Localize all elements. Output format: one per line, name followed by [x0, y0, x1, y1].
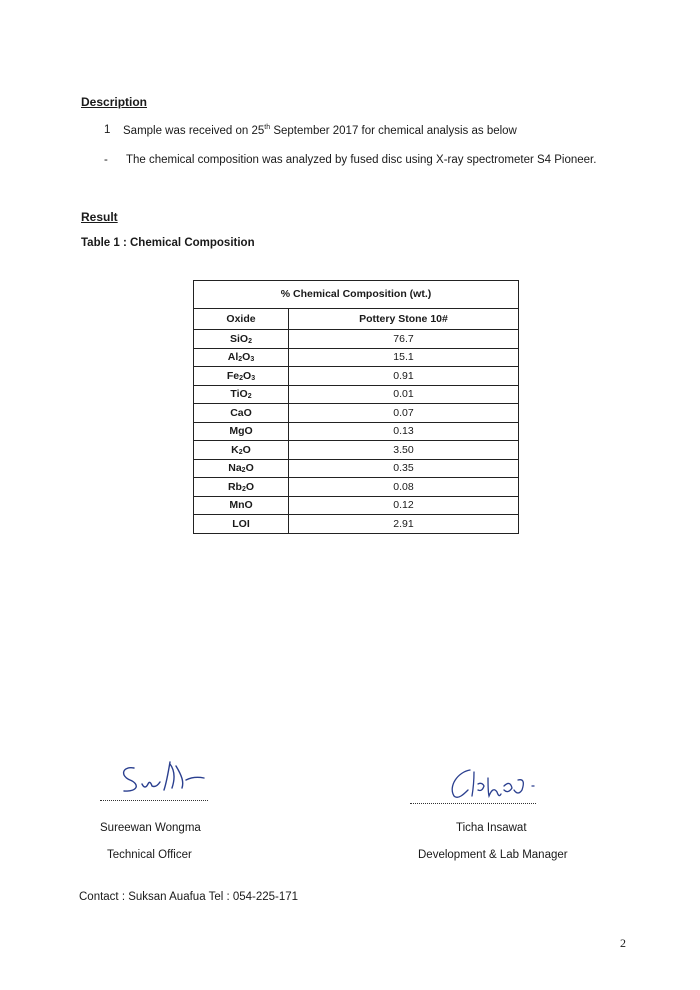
item-number: 1: [104, 124, 111, 136]
signature-line-left: [100, 800, 208, 801]
signature-right-image: [440, 764, 550, 804]
value-cell: 0.01: [289, 385, 519, 404]
table-row: [194, 515, 518, 533]
value-cell: 0.08: [289, 478, 519, 497]
table-header-row: [194, 309, 518, 330]
oxide-cell: CaO: [194, 404, 289, 423]
oxide-cell: TiO$_2$: [194, 385, 289, 404]
oxide-cell: $Fe_2O_3$: [194, 367, 289, 386]
right-signatory-title: Development & Lab Manager: [418, 849, 568, 861]
table-row: [194, 330, 518, 349]
table-row: [194, 459, 518, 478]
value-cell: 0.91: [289, 367, 519, 386]
chemical-composition-table: [193, 280, 519, 534]
value-cell: 0.12: [289, 496, 519, 515]
signature-line-right: [410, 803, 536, 804]
oxide-cell: $Na_2O$: [194, 459, 289, 478]
value-cell: 76.7: [289, 330, 519, 349]
table-row: [194, 441, 518, 460]
oxide-column-header: Oxide: [194, 309, 289, 330]
signature-left-image: [112, 758, 222, 798]
left-signatory-title: Technical Officer: [107, 849, 192, 861]
value-cell: 3.50: [289, 441, 519, 460]
table-row: [194, 348, 518, 367]
table-row: [194, 385, 518, 404]
oxide-cell: MnO: [194, 496, 289, 515]
value-cell: 0.07: [289, 404, 519, 423]
table-row: [194, 367, 518, 386]
value-cell: 0.13: [289, 422, 519, 441]
sample-column-header: Pottery Stone 10#: [289, 309, 519, 330]
table-row: [194, 422, 518, 441]
sample-received-text: Sample was received on 25th September 2017 for chemical analysis as below: [123, 124, 517, 137]
value-cell: 0.35: [289, 459, 519, 478]
contact-line: Contact : Suksan Auafua Tel : 054-225-171: [79, 891, 299, 903]
value-cell: 15.1: [289, 348, 519, 367]
oxide-cell: SiO$_2$: [194, 330, 289, 349]
description-heading: Description: [81, 95, 148, 109]
table-caption: Table 1 : Chemical Composition: [81, 237, 255, 249]
result-heading: Result: [81, 210, 118, 224]
bullet-dash: -: [104, 154, 108, 166]
page-number: 2: [620, 936, 626, 950]
table-row: [194, 478, 518, 497]
analysis-method-text: The chemical composition was analyzed by fused disc using X-ray spectrometer S4 Pioneer.: [126, 154, 597, 166]
oxide-cell: $Al_2O_3$: [194, 348, 289, 367]
oxide-cell: LOI: [194, 515, 289, 533]
oxide-cell: $K_2O$: [194, 441, 289, 460]
oxide-cell: MgO: [194, 422, 289, 441]
composition-grid: [194, 309, 518, 533]
oxide-cell: $Rb_2O$: [194, 478, 289, 497]
right-signatory-name: Ticha Insawat: [456, 822, 527, 834]
table-row: [194, 496, 518, 515]
table-row: [194, 404, 518, 423]
value-cell: 2.91: [289, 515, 519, 533]
left-signatory-name: Sureewan Wongma: [100, 822, 201, 834]
table-title: % Chemical Composition (wt.): [194, 281, 518, 309]
